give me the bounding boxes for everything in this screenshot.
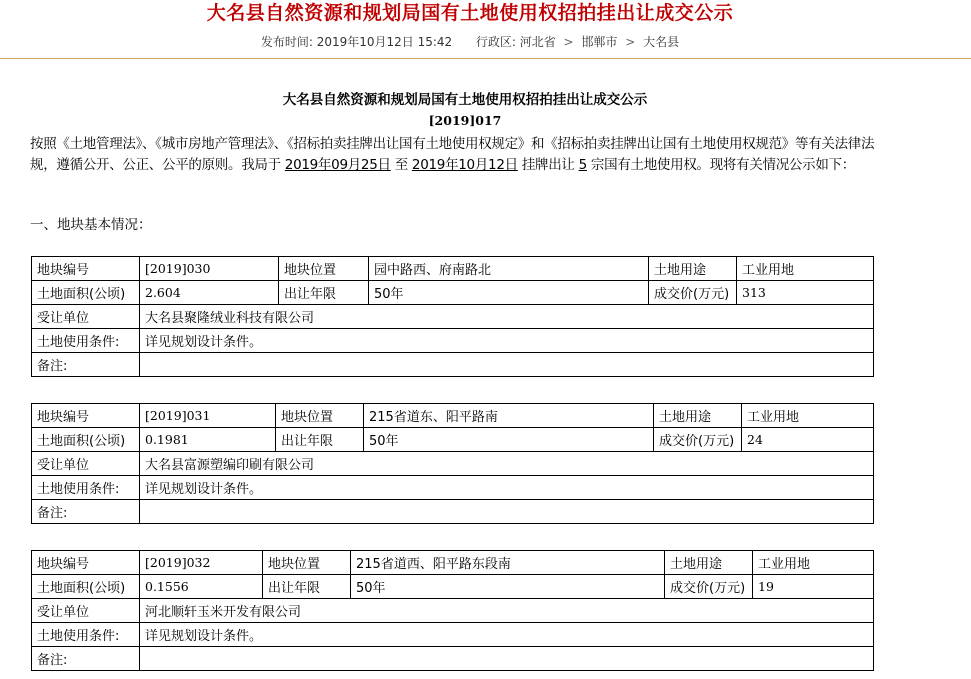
table-row bbox=[32, 281, 874, 305]
label-remarks: 备注: bbox=[32, 647, 140, 671]
label-usage: 土地用途 bbox=[665, 551, 753, 575]
label-conditions: 土地使用条件: bbox=[32, 476, 140, 500]
date-end: 2019年10月12日 bbox=[411, 156, 518, 173]
parcel-no-value: [2019]032 bbox=[140, 551, 263, 575]
area-value: 2.604 bbox=[140, 281, 279, 305]
label-area: 土地面积(公顷) bbox=[32, 428, 140, 452]
remarks-value bbox=[140, 353, 874, 377]
header-divider bbox=[0, 58, 971, 59]
page-title: 大名县自然资源和规划局国有土地使用权招拍挂出让成交公示 bbox=[206, 2, 734, 24]
date-start: 2019年09月25日 bbox=[284, 156, 391, 173]
label-term: 出让年限 bbox=[263, 575, 351, 599]
breadcrumb-separator-icon: > bbox=[625, 35, 636, 49]
label-location: 地块位置 bbox=[263, 551, 351, 575]
usage-value: 工业用地 bbox=[753, 551, 874, 575]
location-value: 215省道西、阳平路东段南 bbox=[351, 551, 665, 575]
conditions-value: 详见规划设计条件。 bbox=[140, 476, 874, 500]
table-row bbox=[32, 575, 874, 599]
location-value: 园中路西、府南路北 bbox=[369, 257, 649, 281]
label-parcel-no: 地块编号 bbox=[32, 404, 140, 428]
table-row bbox=[32, 599, 874, 623]
label-price: 成交价(万元) bbox=[654, 428, 742, 452]
term-value: 50年 bbox=[369, 281, 649, 305]
label-parcel-no: 地块编号 bbox=[32, 551, 140, 575]
label-location: 地块位置 bbox=[279, 257, 369, 281]
label-price: 成交价(万元) bbox=[665, 575, 753, 599]
table-row bbox=[32, 500, 874, 524]
label-term: 出让年限 bbox=[279, 281, 369, 305]
region-label: 行政区: bbox=[475, 35, 516, 49]
table-row bbox=[32, 551, 874, 575]
table-row bbox=[32, 305, 874, 329]
usage-value: 工业用地 bbox=[742, 404, 874, 428]
price-value: 24 bbox=[742, 428, 874, 452]
term-value: 50年 bbox=[351, 575, 665, 599]
label-usage: 土地用途 bbox=[649, 257, 737, 281]
usage-value: 工业用地 bbox=[737, 257, 874, 281]
table-row bbox=[32, 428, 874, 452]
table-row bbox=[32, 257, 874, 281]
publish-label: 发布时间: bbox=[260, 35, 313, 49]
parcel-no-value: [2019]030 bbox=[140, 257, 279, 281]
parcel-table bbox=[31, 550, 874, 671]
parcel-table bbox=[31, 256, 874, 377]
table-row bbox=[32, 647, 874, 671]
area-value: 0.1981 bbox=[140, 428, 276, 452]
conditions-value: 详见规划设计条件。 bbox=[140, 623, 874, 647]
grantee-value: 大名县聚隆绒业科技有限公司 bbox=[140, 305, 874, 329]
label-location: 地块位置 bbox=[276, 404, 364, 428]
label-grantee: 受让单位 bbox=[32, 305, 140, 329]
publish-time: 2019年10月12日 15:42 bbox=[316, 35, 453, 49]
publish-meta bbox=[0, 34, 940, 50]
parcel-count: 5 bbox=[578, 156, 587, 173]
label-area: 土地面积(公顷) bbox=[32, 575, 140, 599]
table-row bbox=[32, 623, 874, 647]
remarks-value bbox=[140, 647, 874, 671]
label-conditions: 土地使用条件: bbox=[32, 329, 140, 353]
table-row bbox=[32, 476, 874, 500]
region-county-link[interactable]: 大名县 bbox=[643, 35, 680, 49]
grantee-value: 大名县富源塑编印刷有限公司 bbox=[140, 452, 874, 476]
parcel-table bbox=[31, 403, 874, 524]
label-area: 土地面积(公顷) bbox=[32, 281, 140, 305]
table-row bbox=[32, 452, 874, 476]
label-usage: 土地用途 bbox=[654, 404, 742, 428]
document-number: [2019]017 bbox=[428, 113, 502, 128]
price-value: 19 bbox=[753, 575, 874, 599]
region-province-link[interactable]: 河北省 bbox=[519, 35, 556, 49]
table-row bbox=[32, 353, 874, 377]
grantee-value: 河北顺轩玉米开发有限公司 bbox=[140, 599, 874, 623]
label-grantee: 受让单位 bbox=[32, 452, 140, 476]
document-title: 大名县自然资源和规划局国有土地使用权招拍挂出让成交公示 bbox=[282, 92, 648, 108]
term-value: 50年 bbox=[364, 428, 654, 452]
label-price: 成交价(万元) bbox=[649, 281, 737, 305]
location-value: 215省道东、阳平路南 bbox=[364, 404, 654, 428]
label-grantee: 受让单位 bbox=[32, 599, 140, 623]
label-remarks: 备注: bbox=[32, 500, 140, 524]
remarks-value bbox=[140, 500, 874, 524]
section-heading: 一、地块基本情况： bbox=[30, 217, 152, 233]
label-remarks: 备注: bbox=[32, 353, 140, 377]
price-value: 313 bbox=[737, 281, 874, 305]
table-row bbox=[32, 404, 874, 428]
parcel-no-value: [2019]031 bbox=[140, 404, 276, 428]
breadcrumb-separator-icon: > bbox=[563, 35, 574, 49]
table-row bbox=[32, 329, 874, 353]
region-city-link[interactable]: 邯郸市 bbox=[581, 35, 618, 49]
intro-paragraph: 按照《土地管理法》、《城市房地产管理法》、《招标拍卖挂牌出让国有土地使用权规定》和《招标拍卖挂牌出让国有土地使用权规范》等有关法律法规，遵循公开、公正、公平的原则。我局于 2019年09月25日 至 2019年10月12日 挂牌出让 5 宗国有土地使用权。现将有关情况公示如下： bbox=[30, 136, 875, 173]
conditions-value: 详见规划设计条件。 bbox=[140, 329, 874, 353]
label-term: 出让年限 bbox=[276, 428, 364, 452]
label-parcel-no: 地块编号 bbox=[32, 257, 140, 281]
area-value: 0.1556 bbox=[140, 575, 263, 599]
label-conditions: 土地使用条件: bbox=[32, 623, 140, 647]
